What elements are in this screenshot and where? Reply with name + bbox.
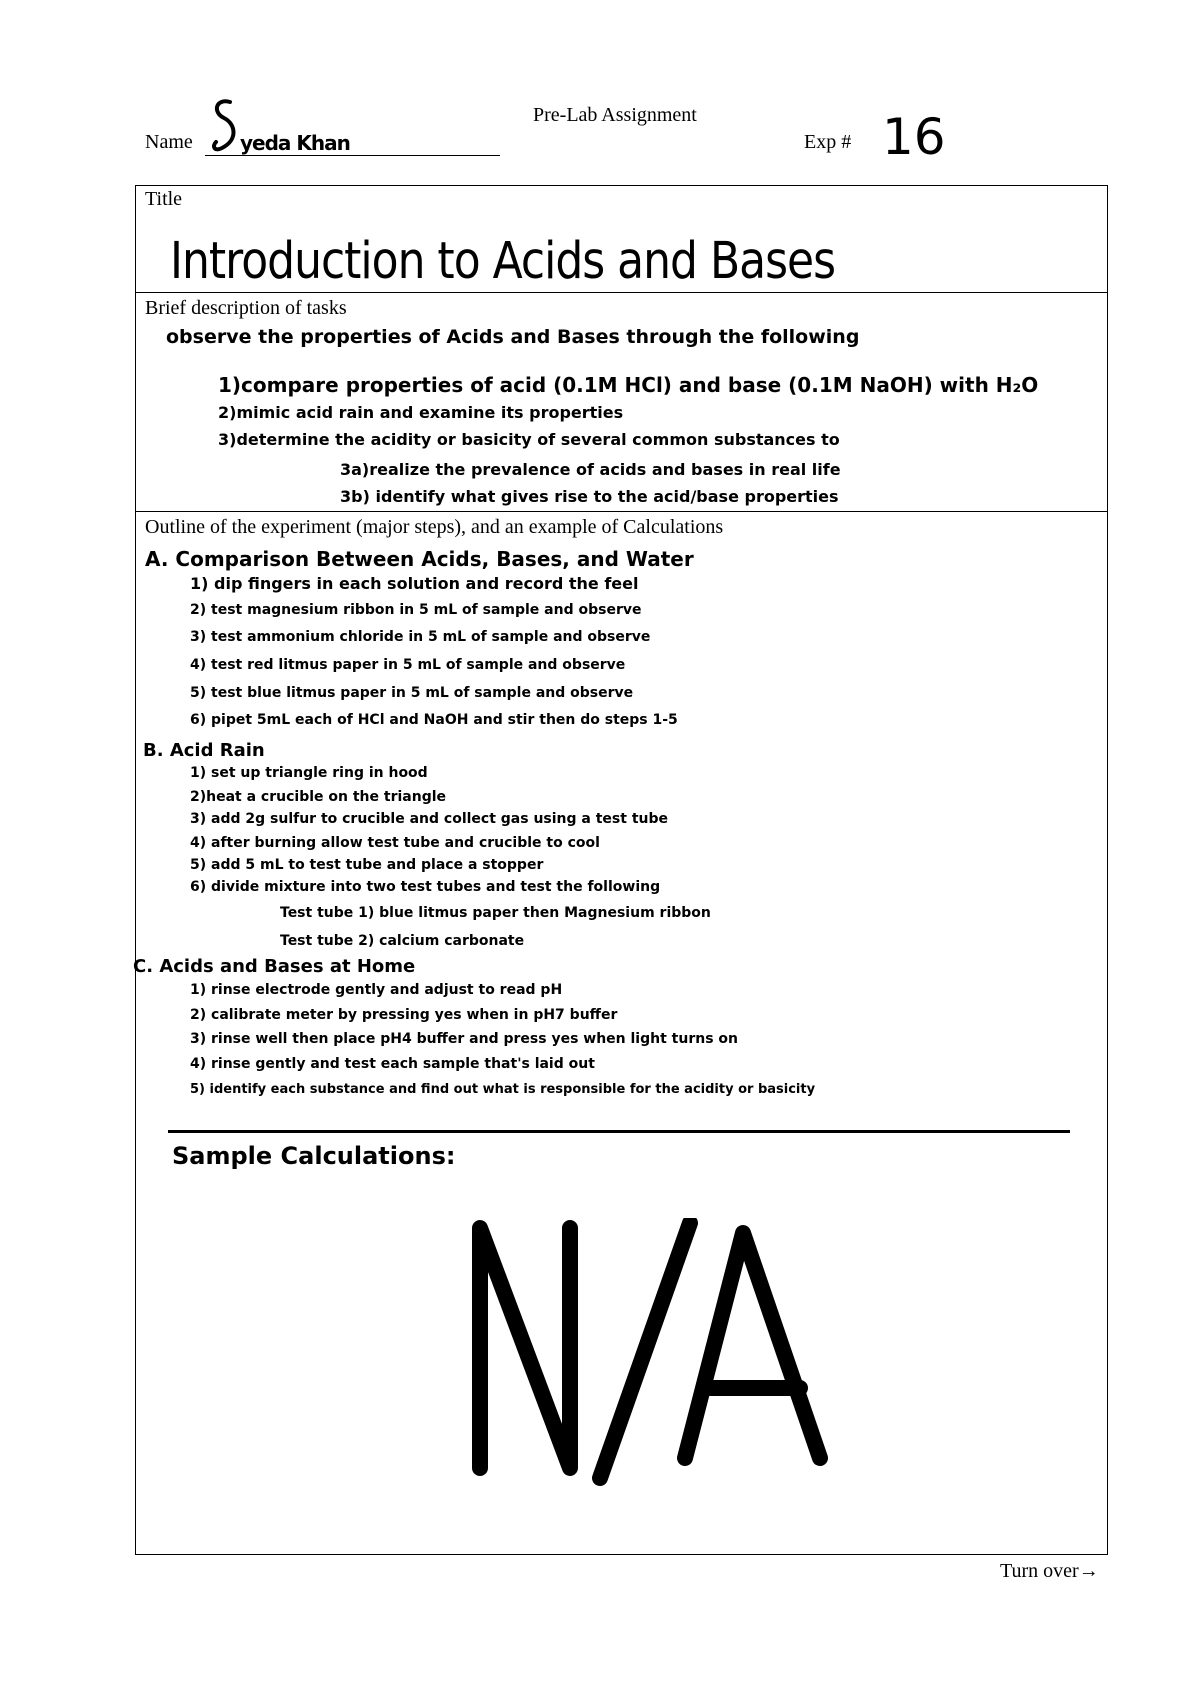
part-a-step: 4) test red litmus paper in 5 mL of sample and observe: [190, 657, 626, 673]
part-c-step: 3) rinse well then place pH4 buffer and press yes when light turns on: [190, 1031, 738, 1047]
part-a-step: 1) dip fingers in each solution and record the feel: [190, 574, 639, 593]
calculations-rule: [168, 1130, 1070, 1133]
task-line: observe the properties of Acids and Bases through the following: [166, 326, 860, 348]
part-a-heading: A. Comparison Between Acids, Bases, and Water: [145, 547, 694, 571]
part-c-step: 4) rinse gently and test each sample that's laid out: [190, 1056, 595, 1072]
part-b-step: 5) add 5 mL to test tube and place a stopper: [190, 857, 544, 873]
exp-label: Exp #: [804, 131, 852, 153]
outline-label: Outline of the experiment (major steps), and an example of Calculations: [145, 516, 724, 538]
title-divider: [135, 292, 1108, 293]
tasks-label: Brief description of tasks: [145, 297, 347, 319]
part-b-step: 6) divide mixture into two test tubes and test the following: [190, 879, 661, 895]
part-c-step: 5) identify each substance and find out what is responsible for the acidity or basicity: [190, 1082, 816, 1097]
turn-over-label: Turn over→: [1000, 1560, 1099, 1582]
task-line: 2)mimic acid rain and examine its properties: [218, 403, 624, 422]
part-b-step: 1) set up triangle ring in hood: [190, 765, 428, 781]
task-line: 3a)realize the prevalence of acids and bases in real life: [340, 460, 841, 479]
part-c-step: 1) rinse electrode gently and adjust to read pH: [190, 982, 563, 998]
task-line: 1)compare properties of acid (0.1M HCl) and base (0.1M NaOH) with H₂O: [218, 373, 1039, 397]
part-a-step: 3) test ammonium chloride in 5 mL of sample and observe: [190, 629, 651, 645]
svg-text:yeda Khan: yeda Khan: [240, 131, 350, 155]
part-b-heading: B. Acid Rain: [143, 740, 265, 761]
task-line: 3)determine the acidity or basicity of several common substances to: [218, 430, 840, 449]
part-b-step: 4) after burning allow test tube and crucible to cool: [190, 835, 600, 851]
tasks-divider: [135, 511, 1108, 512]
part-b-step: Test tube 2) calcium carbonate: [280, 933, 525, 949]
calculations-na: [460, 1218, 840, 1488]
part-c-step: 2) calibrate meter by pressing yes when in pH7 buffer: [190, 1007, 618, 1023]
part-a-step: 6) pipet 5mL each of HCl and NaOH and stir then do steps 1-5: [190, 712, 678, 728]
title-label: Title: [145, 188, 183, 210]
experiment-title: Introduction to Acids and Bases: [170, 232, 836, 291]
task-line: 3b) identify what gives rise to the acid/base properties: [340, 487, 839, 506]
part-b-step: Test tube 1) blue litmus paper then Magnesium ribbon: [280, 905, 711, 921]
part-b-step: 3) add 2g sulfur to crucible and collect gas using a test tube: [190, 811, 668, 827]
part-b-step: 2)heat a crucible on the triangle: [190, 789, 447, 805]
part-a-step: 5) test blue litmus paper in 5 mL of sample and observe: [190, 685, 634, 701]
part-a-step: 2) test magnesium ribbon in 5 mL of sample and observe: [190, 602, 642, 618]
assignment-title: Pre-Lab Assignment: [533, 104, 697, 126]
exp-number: 16: [882, 108, 946, 166]
student-name-handwritten: [210, 96, 510, 156]
calculations-label: Sample Calculations:: [172, 1142, 456, 1170]
student-name-signature: [210, 96, 510, 156]
part-c-heading: C. Acids and Bases at Home: [133, 956, 416, 977]
name-label: Name: [145, 131, 193, 153]
